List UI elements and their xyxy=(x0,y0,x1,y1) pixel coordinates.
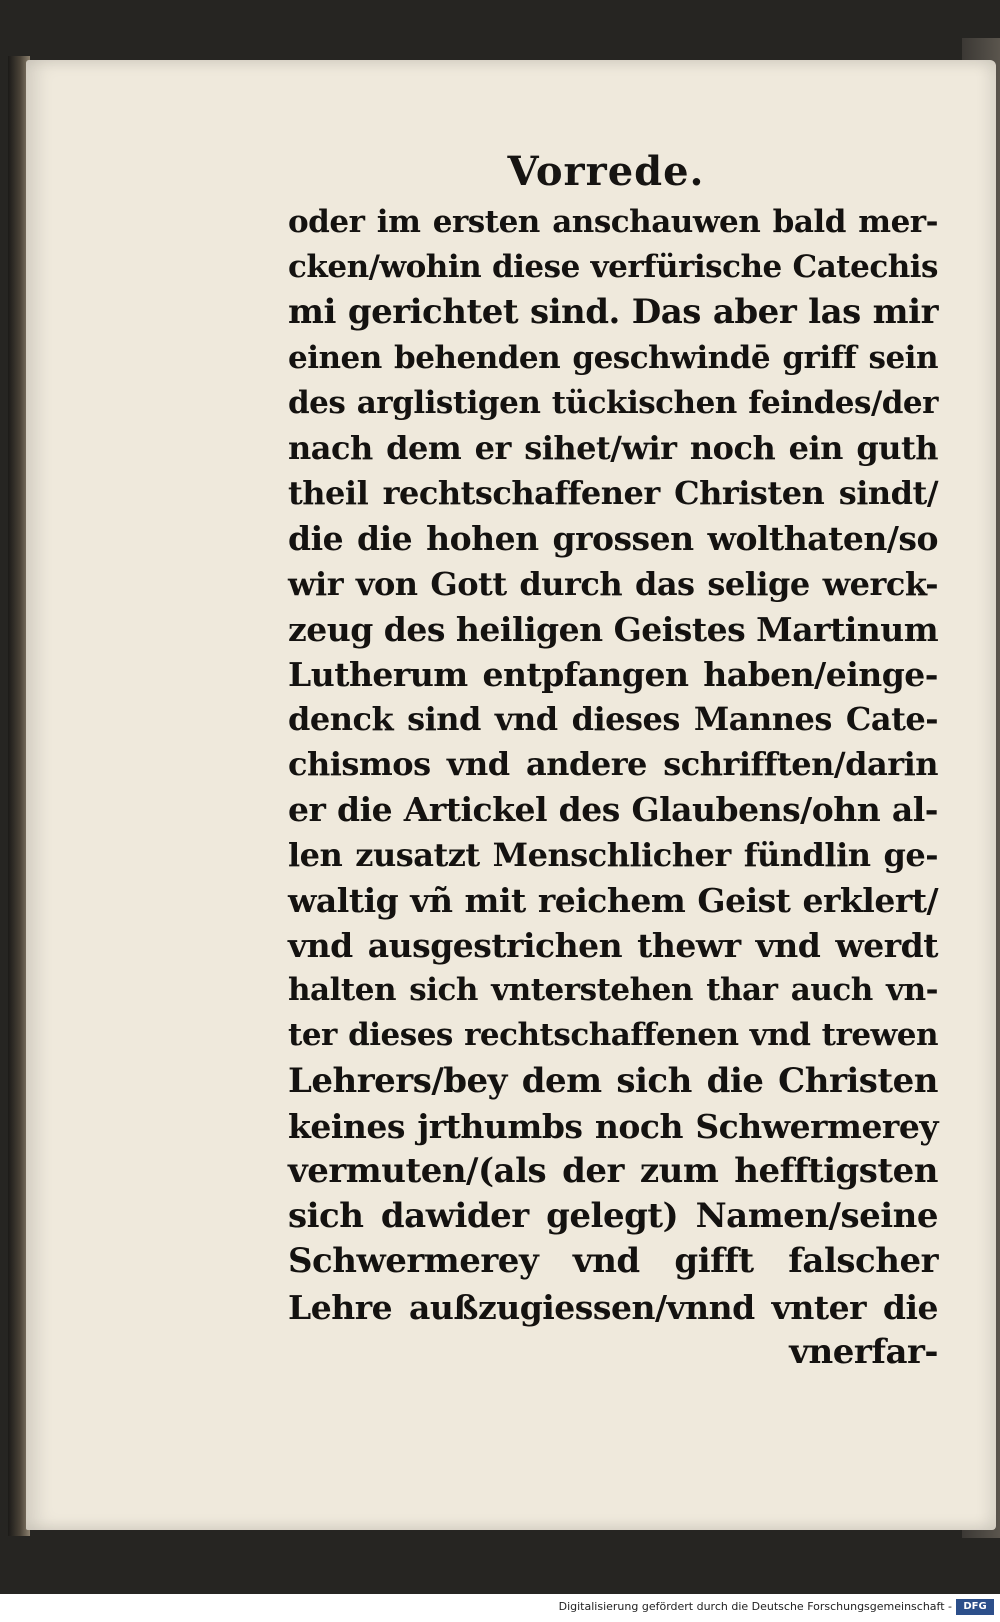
text-line: denck sind vnd dieses Mannes Cate- xyxy=(288,700,938,739)
text-line: des arglistigen tückischen feindes/der xyxy=(288,384,938,421)
text-line: wir von Gott durch das selige werck- xyxy=(288,564,938,603)
text-line: Lehrers/bey dem sich die Christen xyxy=(288,1060,938,1101)
text-line: ter dieses rechtschaffenen vnd trewen xyxy=(288,1017,938,1054)
dfg-logo: DFG xyxy=(956,1599,994,1615)
text-line: keines jrthumbs noch Schwermerey xyxy=(288,1106,938,1146)
text-line: waltig vñ mit reichem Geist erklert/ xyxy=(288,880,938,920)
text-line: Lehre außzugiessen/vnnd vnter die xyxy=(288,1287,938,1327)
body-text xyxy=(288,200,938,1375)
text-line: einen behenden geschwindē griff sein xyxy=(288,339,938,376)
footer-bar xyxy=(0,1594,1000,1622)
book-page xyxy=(26,60,996,1530)
text-line: mi gerichtet sind. Das aber las mir xyxy=(288,292,938,333)
text-line: Lutherum entpfangen haben/einge- xyxy=(288,654,938,694)
text-line: vnd ausgestrichen thewr vnd werdt xyxy=(288,926,938,965)
text-line: er die Artickel des Glaubens/ohn al- xyxy=(288,790,938,830)
text-line: cken/wohin diese verfürische Catechis xyxy=(288,249,938,286)
text-line: vermuten/(als der zum hefftigsten xyxy=(288,1150,938,1191)
text-line: halten sich vnterstehen thar auch vn- xyxy=(288,972,938,1009)
text-line: theil rechtschaffener Christen sindt/ xyxy=(288,474,938,513)
text-line: sich dawider gelegt) Namen/seine xyxy=(288,1196,938,1237)
text-line: Schwermerey vnd gifft falscher xyxy=(288,1241,938,1282)
text-line: die die hohen grossen wolthaten/so xyxy=(288,519,938,559)
text-line: len zusatzt Menschlicher fündlin ge- xyxy=(288,835,938,874)
text-line: chismos vnd andere schrifften/darin xyxy=(288,745,938,784)
text-line: oder im ersten anschauwen bald mer- xyxy=(288,204,938,240)
page-heading: Vorrede. xyxy=(507,148,705,195)
text-line: nach dem er sihet/wir noch ein guth xyxy=(288,428,938,467)
funding-credit: Digitalisierung gefördert durch die Deutsche Forschungsgemeinschaft - xyxy=(558,1600,952,1613)
catchword: vnerfar- xyxy=(789,1331,938,1372)
text-line: zeug des heiligen Geistes Martinum xyxy=(288,609,939,649)
